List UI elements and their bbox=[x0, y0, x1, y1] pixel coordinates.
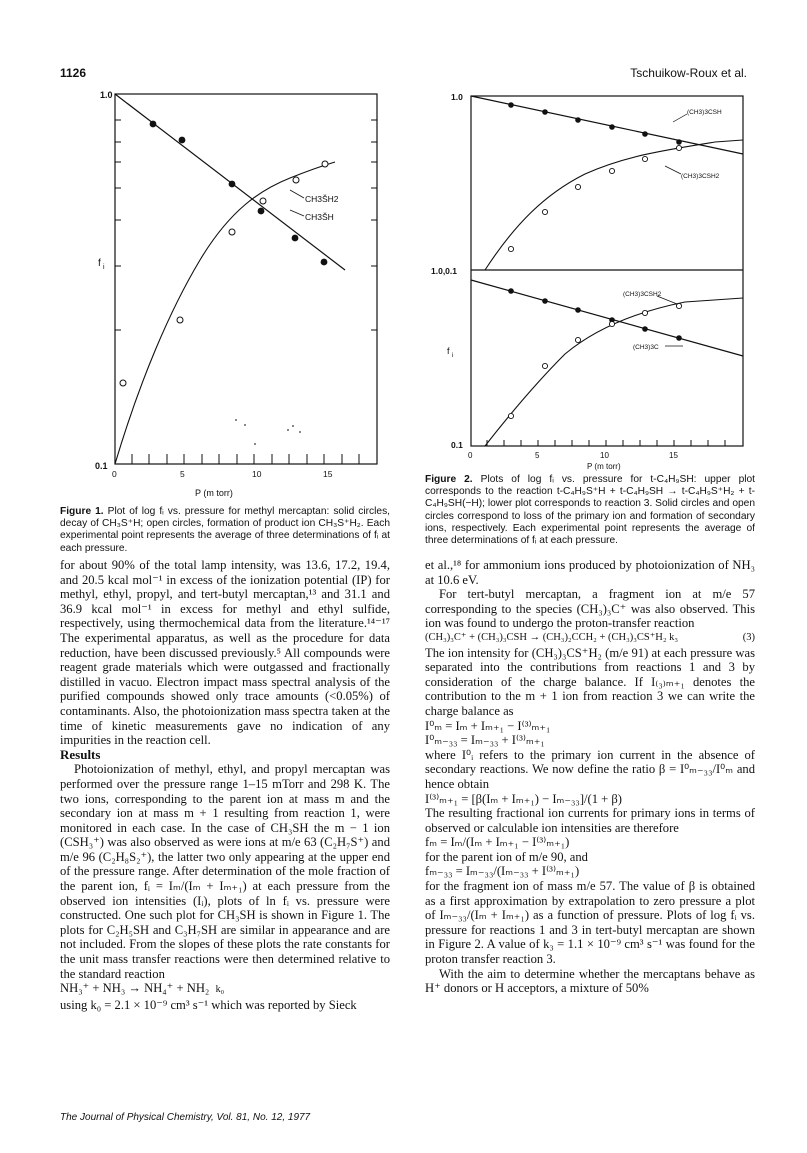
x-axis-label: P (m torr) bbox=[587, 462, 621, 471]
plot-frame bbox=[115, 94, 377, 464]
data-point bbox=[676, 145, 681, 150]
equation-3-k: k₃ bbox=[669, 631, 679, 643]
running-authors: Tschuikow-Roux et al. bbox=[630, 66, 747, 80]
data-point bbox=[177, 317, 183, 323]
equation-3-number: (3) bbox=[742, 631, 755, 643]
y-mid-label: 1.0,0.1 bbox=[431, 266, 457, 276]
data-point bbox=[609, 168, 614, 173]
equation-0-k: k₀ bbox=[215, 984, 225, 996]
right-paragraph-5: The resulting fractional ion currents for primary ions in terms of observed or calculable ion intensities are therefore bbox=[425, 806, 755, 835]
y-top-label: 1.0 bbox=[451, 92, 463, 102]
data-point bbox=[150, 121, 157, 128]
specks bbox=[235, 419, 301, 445]
data-point bbox=[575, 337, 580, 342]
y-bottom-label: 0.1 bbox=[451, 440, 463, 450]
data-point bbox=[229, 229, 235, 235]
equation-e: fₘ₋₃₃ = Iₘ₋₃₃/(Iₘ₋₃₃ + I⁽³⁾ₘ₊₁) bbox=[425, 864, 580, 879]
upper-solid-points bbox=[508, 102, 682, 145]
data-point bbox=[575, 307, 581, 313]
equation-0: NH₃⁺ + NH₃ → NH₄⁺ + NH₂ k₀ bbox=[60, 981, 225, 996]
x-tick-10: 10 bbox=[600, 451, 609, 460]
right-paragraph-2: For tert-butyl mercaptan, a fragment ion at m/e 57 corresponding to the species (CH₃)₃C⁺ was also observed. This ion was found to undergo the proton-transfer reaction bbox=[425, 587, 755, 631]
figure-2-plot bbox=[425, 84, 755, 474]
lower-open-points bbox=[508, 303, 681, 418]
upper-label-b: (CH3)3CSH2 bbox=[681, 173, 720, 180]
equation-c: I⁽³⁾ₘ₊₁ = [β(Iₘ + Iₘ₊₁) − Iₘ₋₃₃]/(1 + β) bbox=[425, 791, 622, 806]
y-bottom-label: 0.1 bbox=[95, 461, 108, 471]
upper-formation-curve bbox=[485, 140, 743, 270]
figure-1-caption-text: Plot of log fᵢ vs. pressure for methyl mercaptan: solid circles, decay of CH₃S⁺H; open circles, formation of product ion CH₃S⁺H₂. Each experimental point represents the average of three determinations of fᵢ at each pressure. bbox=[60, 506, 390, 554]
open-points bbox=[120, 161, 328, 386]
data-point bbox=[609, 124, 615, 130]
lower-label-a: (CH3)3CSH2 bbox=[623, 291, 662, 298]
x-tick-5: 5 bbox=[535, 451, 540, 460]
figure-1-plot bbox=[60, 80, 390, 505]
data-point bbox=[542, 363, 547, 368]
y-top-label: 1.0 bbox=[100, 90, 113, 100]
data-point bbox=[321, 259, 328, 266]
left-paragraph-2: Photoionization of methyl, ethyl, and propyl mercaptan was performed over the pressure range 1–15 mTorr and 298 K. The two ions, corresponding to the parent ion at mass m and the secondary ion at mass m + 1 resulting from reaction 1, were monitored in each case. In the case of CH₃SH the m − 1 ion (CSH₃⁺) was also observed as were ions at m/e 63 (C₂H₇S⁺) and m/e 96 (C₂H₈S₂⁺), the latter two only appearing at the upper end of the pressure range. After determination of the mole fraction of the parent ion, fᵢ = Iₘ/(Iₘ + Iₘ₊₁) at each pressure from the observed ion intensities (Iᵢ), plots of ln fᵢ vs. pressure were constructed. One such plot for CH₃SH is shown in Figure 1. The plots for C₂H₅SH and C₃H₇SH are similar in appearance and are not included. From the slopes of these plots the rate constants for the unit mass transfer reactions were then determined relative to the standard reaction bbox=[60, 762, 390, 981]
data-point bbox=[575, 117, 581, 123]
right-column bbox=[425, 558, 755, 996]
equation-b: I⁰ₘ₋₃₃ = Iₘ₋₃₃ + I⁽³⁾ₘ₊₁ bbox=[425, 733, 545, 748]
equation-3: (CH₃)₃C⁺ + (CH₃)₃CSH → (CH₃)₂CCH₂ + (CH₃)₃CS⁺H₂ k₃ (3) bbox=[425, 631, 755, 646]
data-point bbox=[676, 139, 682, 145]
figure-2-caption-title: Figure 2. bbox=[425, 474, 473, 485]
data-point bbox=[293, 177, 299, 183]
data-point bbox=[508, 288, 514, 294]
figure-1 bbox=[60, 80, 390, 505]
x-tick-0: 0 bbox=[112, 469, 117, 479]
figure-2-caption bbox=[425, 474, 755, 547]
right-paragraph-4: where I⁰ᵢ refers to the primary ion current in the absence of secondary reactions. We now define the ratio β = I⁰ₘ₋₃₃/I⁰ₘ and hence obtain bbox=[425, 747, 755, 791]
data-point bbox=[258, 208, 265, 215]
x-tick-0: 0 bbox=[468, 451, 473, 460]
left-paragraph-1: for about 90% of the total lamp intensity, was 13.6, 17.2, 19.4, and 20.5 kcal mol⁻¹ in excess of the ionization potential (IP) for methyl, ethyl, propyl, and tert-butyl mercaptan,¹³ and 31.1 and 36.9 kcal mol⁻¹ in excess for methyl and ethyl sulfide, respectively, using thermochemical data from the literature.¹⁴⁻¹⁷ The experimental apparatus, as well as the procedure for data reduction, have been discussed previously.⁵ All compounds were reagent grade materials which were outgassed and fractionally distilled in vacuo. Electron impact mass spectral analysis of the purified compounds showed only trace amounts (<0.05%) of contaminants. Also, the photoionization mass spectra taken at the time of kinetic measurements gave no indication of any impurities in the reaction cell. bbox=[60, 558, 390, 748]
data-point bbox=[642, 131, 648, 137]
plot-frame bbox=[471, 96, 743, 446]
solid-points bbox=[150, 121, 328, 266]
left-paragraph-3: using k₀ = 2.1 × 10⁻⁹ cm³ s⁻¹ which was reported by Sieck bbox=[60, 997, 357, 1012]
y-axis-sub: i bbox=[452, 352, 454, 359]
figure-1-caption-title: Figure 1. bbox=[60, 506, 104, 517]
right-paragraph-8: With the aim to determine whether the mercaptans behave as H⁺ donors or H acceptors, a mixture of 50% bbox=[425, 966, 755, 996]
data-point bbox=[229, 181, 236, 188]
upper-label-a: (CH3)3CSH bbox=[687, 109, 722, 116]
y-axis-label: f bbox=[98, 258, 101, 269]
data-point bbox=[642, 326, 648, 332]
journal-footer: The Journal of Physical Chemistry, Vol. 81, No. 12, 1977 bbox=[60, 1112, 311, 1123]
lower-label-b: (CH3)3C bbox=[633, 344, 659, 351]
label-ch3sh: CH3ŠH bbox=[305, 212, 334, 222]
data-point bbox=[508, 102, 514, 108]
data-point bbox=[322, 161, 328, 167]
x-tick-15: 15 bbox=[669, 451, 678, 460]
data-point bbox=[575, 184, 580, 189]
label-ch3sh2: CH3ŠH2 bbox=[305, 194, 339, 204]
y-axis-sub: i bbox=[103, 264, 105, 271]
data-point bbox=[542, 209, 547, 214]
equation-d: fₘ = Iₘ/(Iₘ + Iₘ₊₁ − I⁽³⁾ₘ₊₁) bbox=[425, 835, 570, 850]
figure-2 bbox=[425, 84, 755, 474]
data-point bbox=[508, 413, 513, 418]
x-tick-15: 15 bbox=[323, 469, 333, 479]
data-point bbox=[120, 380, 126, 386]
x-axis-label: P (m torr) bbox=[195, 488, 233, 498]
results-heading: Results bbox=[60, 746, 101, 762]
x-tick-5: 5 bbox=[180, 469, 185, 479]
data-point bbox=[642, 310, 647, 315]
equation-a: I⁰ₘ = Iₘ + Iₘ₊₁ − I⁽³⁾ₘ₊₁ bbox=[425, 718, 551, 733]
data-point bbox=[508, 246, 513, 251]
y-ticks bbox=[115, 120, 377, 330]
formation-curve bbox=[115, 162, 335, 464]
y-axis-label: f bbox=[447, 346, 450, 356]
x-tick-10: 10 bbox=[252, 469, 262, 479]
data-point bbox=[179, 137, 186, 144]
page-number: 1126 bbox=[60, 66, 87, 80]
x-ticks bbox=[487, 440, 725, 446]
right-paragraph-3: The ion intensity for (CH₃)₃CS⁺H₂ (m/e 91) at each pressure was separated into the contributions from reactions 1 and 3 by consideration of the charge balance. If I₍₃₎ₘ₊₁ denotes the contribution to the m + 1 ion from reaction 3 we can write the charge balance as bbox=[425, 645, 755, 718]
data-point bbox=[676, 303, 681, 308]
data-point bbox=[542, 109, 548, 115]
figure-1-caption bbox=[60, 506, 390, 555]
data-point bbox=[542, 298, 548, 304]
x-ticks bbox=[132, 454, 359, 464]
upper-open-points bbox=[508, 145, 681, 251]
figure-2-caption-text: Plots of log fᵢ vs. pressure for t-C₄H₉SH: upper plot corresponds to the reaction t-C₄H₉S⁺H + t-C₄H₉SH → t-C₄H₉S⁺H₂ + t-C₄H₉SH(−H); lower plot corresponds to reaction 3. Solid circles and open circles correspond to loss of the primary ion and formation of secondary ions, respectively. Each experimental point represents the average of three determinations of fᵢ at each pressure. bbox=[425, 474, 755, 547]
right-paragraph-7: for the fragment ion of mass m/e 57. The value of β is obtained as a first approximation by extrapolation to zero pressure a plot of Iₘ₋₃₃/(Iₘ + Iₘ₊₁) as a function of pressure. Plots of log fᵢ vs. pressure for reactions 1 and 3 in tert-butyl mercaptan are shown in Figure 2. A value of k₃ = 1.1 × 10⁻⁹ cm³ s⁻¹ was found for the proton transfer reaction 3. bbox=[425, 879, 755, 967]
data-point bbox=[260, 198, 266, 204]
right-paragraph-1: et al.,¹⁸ for ammonium ions produced by photoionization of NH₃ at 10.6 eV. bbox=[425, 558, 755, 587]
data-point bbox=[642, 156, 647, 161]
data-point bbox=[609, 321, 614, 326]
data-point bbox=[676, 335, 682, 341]
data-point bbox=[292, 235, 299, 242]
right-paragraph-6: for the parent ion of m/e 90, and bbox=[425, 849, 588, 864]
left-column bbox=[60, 558, 390, 1012]
